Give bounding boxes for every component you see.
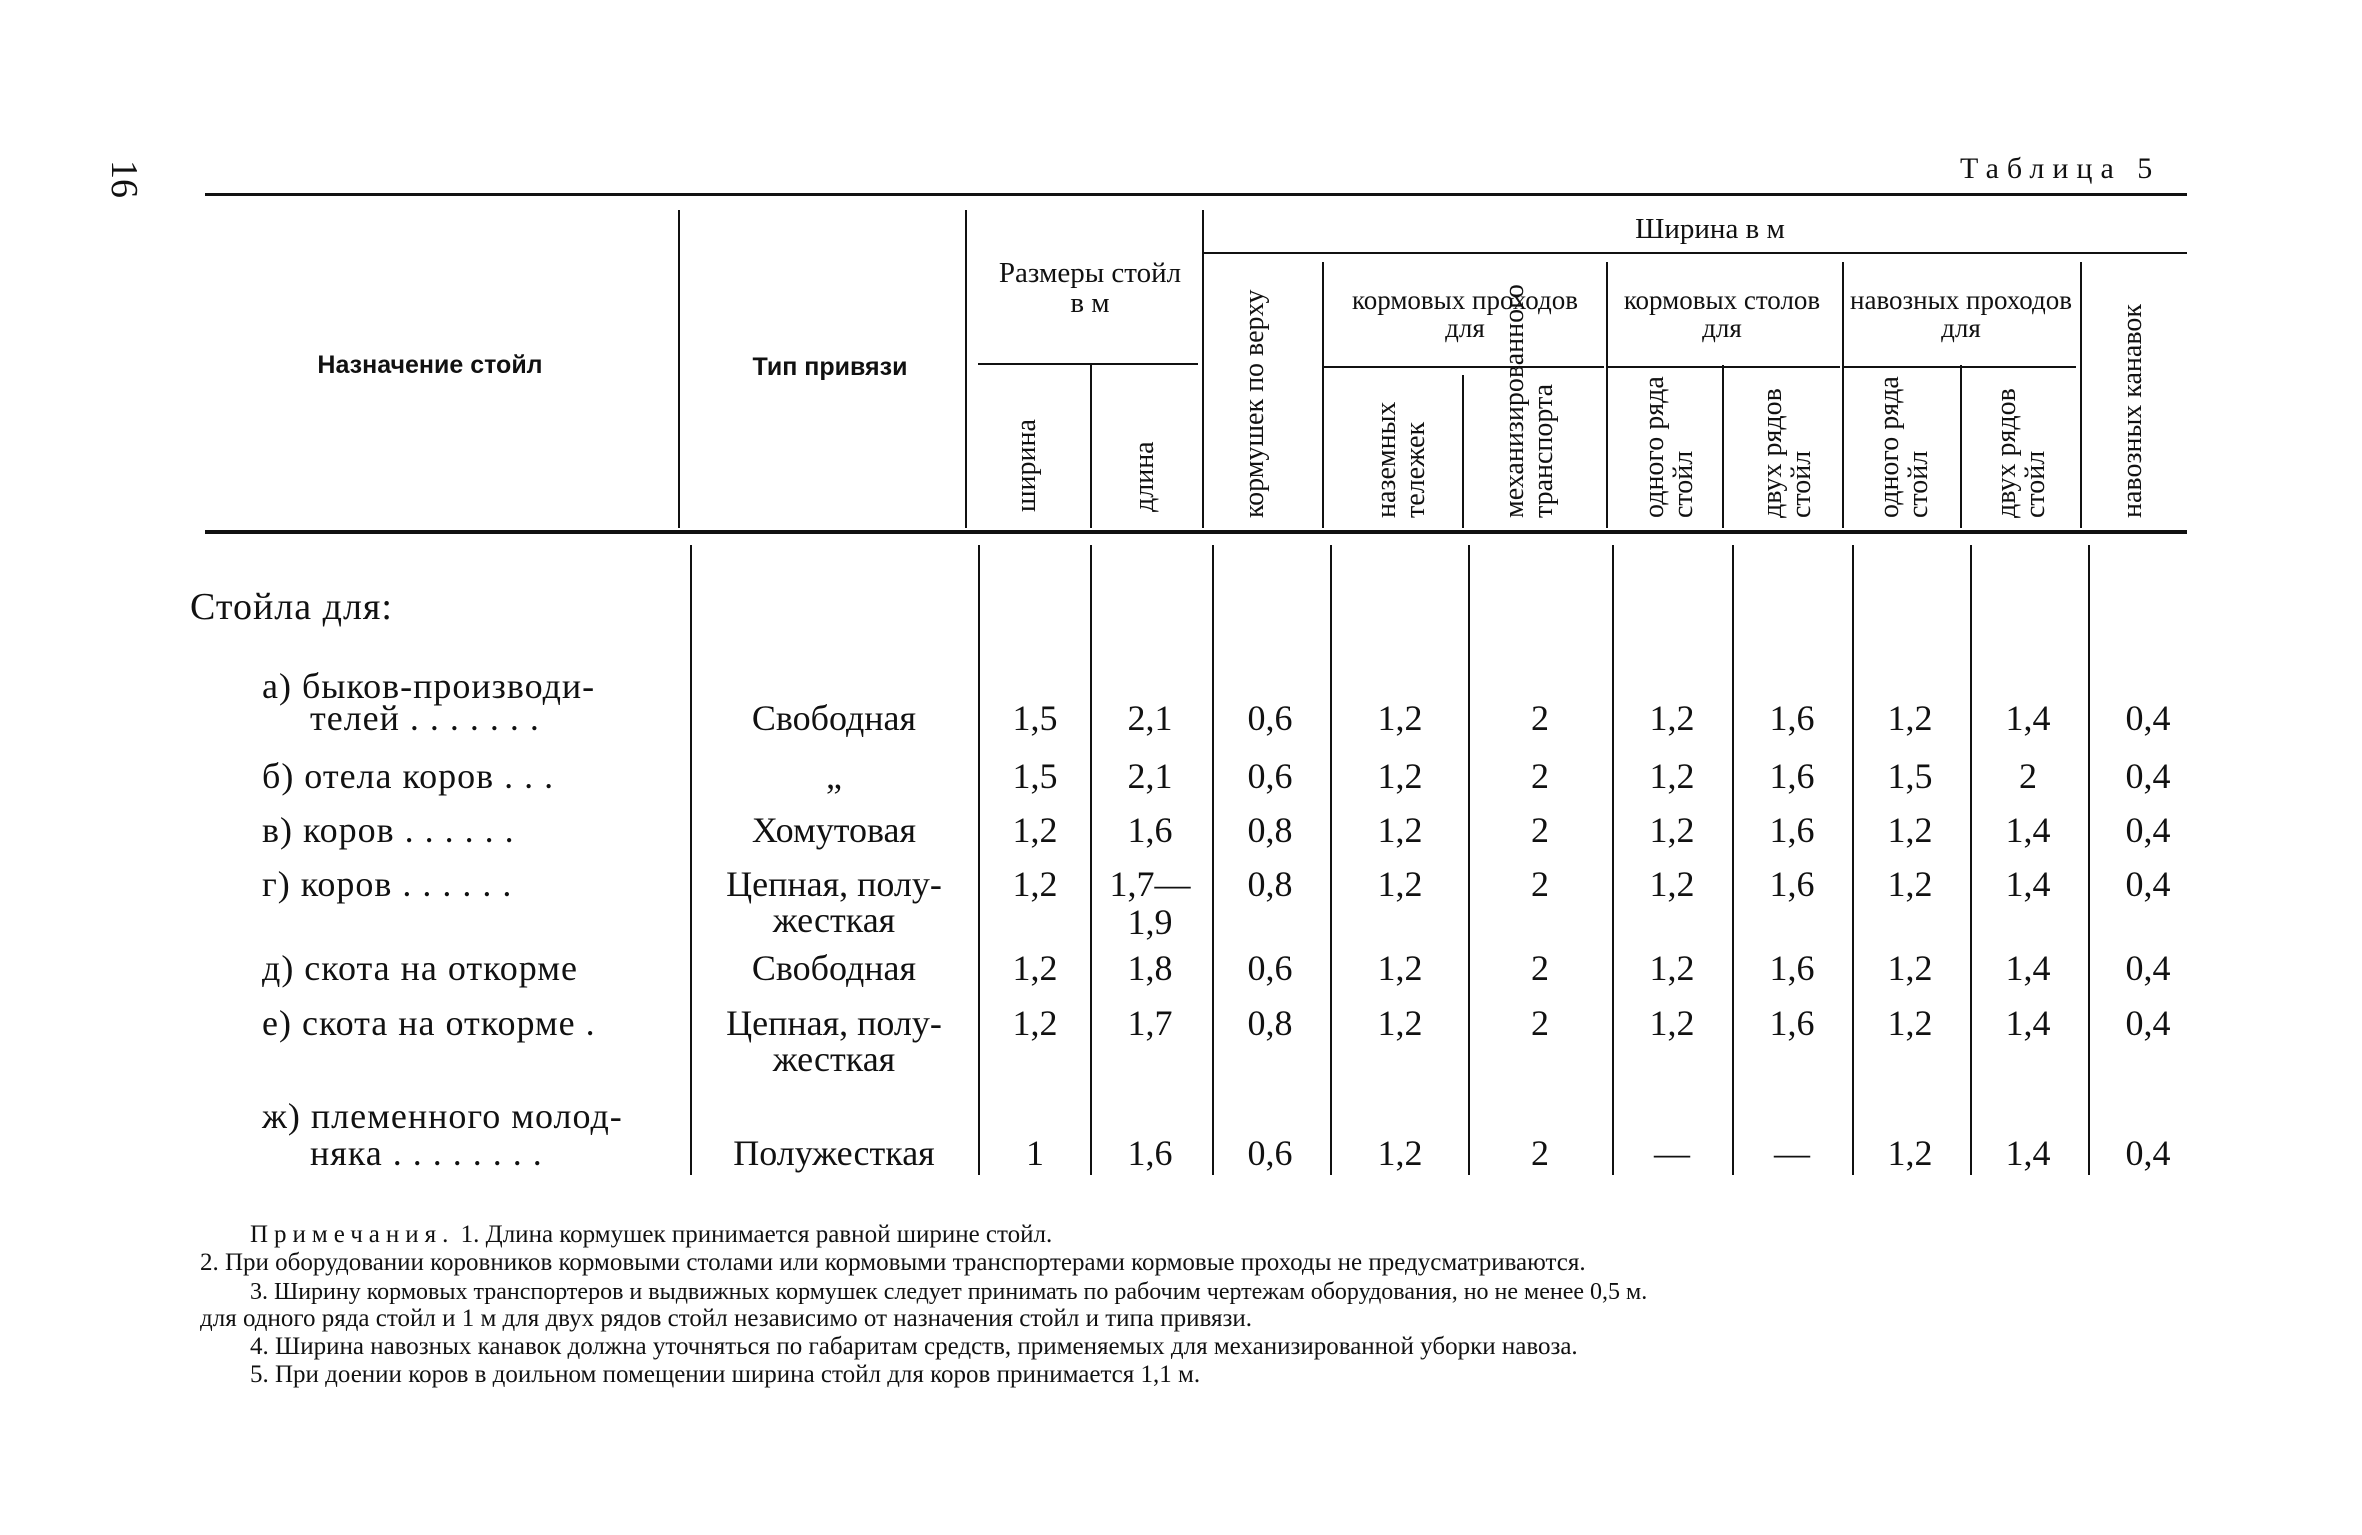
- cell-tie-type: Свободная: [751, 948, 917, 988]
- header-divider: [2080, 262, 2082, 528]
- cell-mech-transport: 2: [1531, 1003, 1549, 1043]
- header-divider: [965, 210, 967, 528]
- cell-manure-one-row: 1,5: [1887, 756, 1933, 796]
- cell-stall-length: 1,7: [1127, 1003, 1173, 1043]
- cell-mech-transport: 2: [1531, 1133, 1549, 1173]
- header-divider: [1960, 365, 1962, 528]
- header-tie-type: Тип привязи: [752, 353, 908, 381]
- cell-ground-carts: 1,2: [1377, 698, 1423, 738]
- cell-ground-carts: 1,2: [1377, 948, 1423, 988]
- body-divider: [2088, 545, 2090, 1175]
- cell-manure-channels: 0,4: [2125, 948, 2171, 988]
- cell-stall-width: 1,2: [1012, 810, 1058, 850]
- cell-tie-type: Полужесткая: [733, 1133, 935, 1173]
- cell-table-two-rows: —: [1774, 1133, 1810, 1173]
- row-label: а) быков-производи-: [262, 666, 596, 706]
- cell-tie-type: жесткая: [772, 900, 896, 940]
- cell-stall-length: 1,9: [1127, 902, 1173, 942]
- cell-manure-two-rows: 1,4: [2005, 1133, 2051, 1173]
- cell-manure-one-row: 1,2: [1887, 698, 1933, 738]
- cell-feeder-width: 0,6: [1247, 1133, 1293, 1173]
- cell-table-two-rows: 1,6: [1769, 864, 1815, 904]
- cell-manure-channels: 0,4: [2125, 1133, 2171, 1173]
- cell-tie-type: жесткая: [772, 1039, 896, 1079]
- cell-manure-one-row: 1,2: [1887, 810, 1933, 850]
- header-width-label: ширина: [1011, 419, 1042, 512]
- cell-table-one-row: 1,2: [1649, 864, 1695, 904]
- cell-tie-type: „: [826, 756, 842, 796]
- cell-manure-two-rows: 1,4: [2005, 810, 2051, 850]
- page-number: 16: [103, 160, 145, 198]
- cell-stall-length: 2,1: [1127, 756, 1173, 796]
- row-label: няка . . . . . . . .: [310, 1133, 543, 1173]
- cell-manure-channels: 0,4: [2125, 810, 2171, 850]
- header-table-two-rows-label: двух рядов стойл: [1757, 388, 1818, 518]
- header-purpose: Назначение стойл: [317, 351, 543, 379]
- row-label: телей . . . . . . .: [310, 698, 540, 738]
- cell-table-one-row: 1,2: [1649, 756, 1695, 796]
- cell-feeder-width: 0,6: [1247, 948, 1293, 988]
- header-feed-tables: кормовых столов для: [1623, 285, 1821, 344]
- cell-table-two-rows: 1,6: [1769, 1003, 1815, 1043]
- cell-manure-one-row: 1,2: [1887, 1003, 1933, 1043]
- cell-ground-carts: 1,2: [1377, 1003, 1423, 1043]
- header-feed-passages: кормовых проходов для: [1351, 285, 1579, 344]
- header-divider: [678, 210, 680, 528]
- cell-stall-width: 1: [1026, 1133, 1044, 1173]
- body-divider: [690, 545, 692, 1175]
- cell-table-one-row: 1,2: [1649, 1003, 1695, 1043]
- note-2: 2. При оборудовании коровников кормовыми столами или кормовыми транспортерами кормовые проходы не предусматриваются.: [200, 1249, 1586, 1276]
- cell-ground-carts: 1,2: [1377, 864, 1423, 904]
- cell-stall-length: 1,7—: [1109, 864, 1191, 904]
- cell-tie-type: Цепная, полу-: [726, 1003, 942, 1043]
- cell-table-one-row: 1,2: [1649, 948, 1695, 988]
- header-divider: [1722, 365, 1724, 528]
- cell-stall-length: 2,1: [1127, 698, 1173, 738]
- cell-stall-length: 1,6: [1127, 810, 1173, 850]
- body-divider: [1468, 545, 1470, 1175]
- body-divider: [1090, 545, 1092, 1175]
- body-divider: [1612, 545, 1614, 1175]
- cell-mech-transport: 2: [1531, 698, 1549, 738]
- cell-manure-two-rows: 1,4: [2005, 698, 2051, 738]
- note-3b: для одного ряда стойл и 1 м для двух рядов стойл независимо от назначения стойл и типа привязи.: [200, 1305, 1252, 1332]
- cell-feeder-width: 0,6: [1247, 756, 1293, 796]
- section-label: Стойла для:: [190, 586, 393, 628]
- header-manure-channels-label: навозных канавок: [2117, 304, 2148, 518]
- header-divider: [1202, 210, 1204, 528]
- cell-manure-channels: 0,4: [2125, 698, 2171, 738]
- top-rule: [205, 193, 2187, 196]
- cell-manure-one-row: 1,2: [1887, 864, 1933, 904]
- header-table-one-row-label: одного ряда стойл: [1639, 376, 1700, 518]
- cell-mech-transport: 2: [1531, 810, 1549, 850]
- cell-table-two-rows: 1,6: [1769, 698, 1815, 738]
- body-divider: [1852, 545, 1854, 1175]
- body-divider: [1212, 545, 1214, 1175]
- note-1: 1. Длина кормушек принимается равной ширине стойл.: [460, 1221, 1053, 1248]
- body-divider: [1970, 545, 1972, 1175]
- cell-feeder-width: 0,8: [1247, 864, 1293, 904]
- cell-stall-width: 1,5: [1012, 698, 1058, 738]
- cell-manure-one-row: 1,2: [1887, 948, 1933, 988]
- cell-stall-width: 1,2: [1012, 864, 1058, 904]
- header-manure-one-row-label: одного ряда стойл: [1874, 376, 1935, 518]
- header-rule: [1202, 252, 2187, 254]
- cell-manure-channels: 0,4: [2125, 1003, 2171, 1043]
- cell-stall-width: 1,2: [1012, 948, 1058, 988]
- notes-title: Примечания.: [250, 1221, 455, 1248]
- cell-tie-type: Хомутовая: [751, 810, 917, 850]
- cell-tie-type: Свободная: [751, 698, 917, 738]
- row-label: д) скота на откорме: [262, 948, 578, 988]
- cell-feeder-width: 0,6: [1247, 698, 1293, 738]
- cell-stall-width: 1,5: [1012, 756, 1058, 796]
- header-length-label: длина: [1129, 441, 1160, 512]
- cell-manure-two-rows: 2: [2019, 756, 2037, 796]
- cell-table-one-row: —: [1654, 1133, 1690, 1173]
- body-divider: [978, 545, 980, 1175]
- row-label: г) коров . . . . . .: [262, 864, 513, 904]
- header-stall-sizes: Размеры стойл в м: [998, 257, 1182, 320]
- header-divider: [1322, 262, 1324, 528]
- header-rule: [1322, 366, 1604, 368]
- header-bottom-rule: [205, 530, 2187, 534]
- header-divider: [1606, 262, 1608, 528]
- header-divider: [1090, 365, 1092, 528]
- cell-ground-carts: 1,2: [1377, 756, 1423, 796]
- note-3a: 3. Ширину кормовых транспортеров и выдвижных кормушек следует принимать по рабочим чертежам оборудования, но не менее 0,5 м.: [250, 1279, 1648, 1305]
- body-divider: [1330, 545, 1332, 1175]
- cell-tie-type: Цепная, полу-: [726, 864, 942, 904]
- cell-manure-one-row: 1,2: [1887, 1133, 1933, 1173]
- note-4: 4. Ширина навозных канавок должна уточняться по габаритам средств, применяемых для механизированной уборки навоза.: [250, 1333, 1578, 1360]
- header-feeders-label: кормушек по верху: [1239, 289, 1270, 518]
- row-label: б) отела коров . . .: [262, 756, 555, 796]
- cell-manure-two-rows: 1,4: [2005, 864, 2051, 904]
- row-label: ж) племенного молод-: [262, 1096, 623, 1136]
- cell-table-two-rows: 1,6: [1769, 756, 1815, 796]
- cell-table-two-rows: 1,6: [1769, 810, 1815, 850]
- notes-line-1: [250, 1222, 1052, 1247]
- cell-ground-carts: 1,2: [1377, 1133, 1423, 1173]
- header-ground-carts-label: наземных тележек: [1371, 401, 1432, 518]
- row-label: в) коров . . . . . .: [262, 810, 515, 850]
- cell-feeder-width: 0,8: [1247, 810, 1293, 850]
- header-mech-transport-label: механизированного транспорта: [1499, 284, 1560, 518]
- cell-ground-carts: 1,2: [1377, 810, 1423, 850]
- header-manure-passages: навозных проходов для: [1850, 285, 2072, 344]
- cell-mech-transport: 2: [1531, 948, 1549, 988]
- header-divider: [1462, 375, 1464, 528]
- table-title: Таблица 5: [1960, 152, 2161, 185]
- note-5: 5. При доении коров в доильном помещении ширина стойл для коров принимается 1,1 м.: [250, 1361, 1201, 1388]
- header-manure-two-rows-label: двух рядов стойл: [1991, 388, 2052, 518]
- cell-table-one-row: 1,2: [1649, 698, 1695, 738]
- cell-feeder-width: 0,8: [1247, 1003, 1293, 1043]
- cell-stall-length: 1,6: [1127, 1133, 1173, 1173]
- header-width-group: Ширина в м: [1635, 213, 1785, 245]
- cell-manure-channels: 0,4: [2125, 864, 2171, 904]
- cell-stall-length: 1,8: [1127, 948, 1173, 988]
- cell-manure-two-rows: 1,4: [2005, 948, 2051, 988]
- cell-table-two-rows: 1,6: [1769, 948, 1815, 988]
- cell-mech-transport: 2: [1531, 756, 1549, 796]
- cell-stall-width: 1,2: [1012, 1003, 1058, 1043]
- cell-manure-two-rows: 1,4: [2005, 1003, 2051, 1043]
- cell-manure-channels: 0,4: [2125, 756, 2171, 796]
- row-label: е) скота на откорме .: [262, 1003, 596, 1043]
- body-divider: [1732, 545, 1734, 1175]
- cell-table-one-row: 1,2: [1649, 810, 1695, 850]
- cell-mech-transport: 2: [1531, 864, 1549, 904]
- header-divider: [1842, 262, 1844, 528]
- header-rule: [978, 363, 1198, 365]
